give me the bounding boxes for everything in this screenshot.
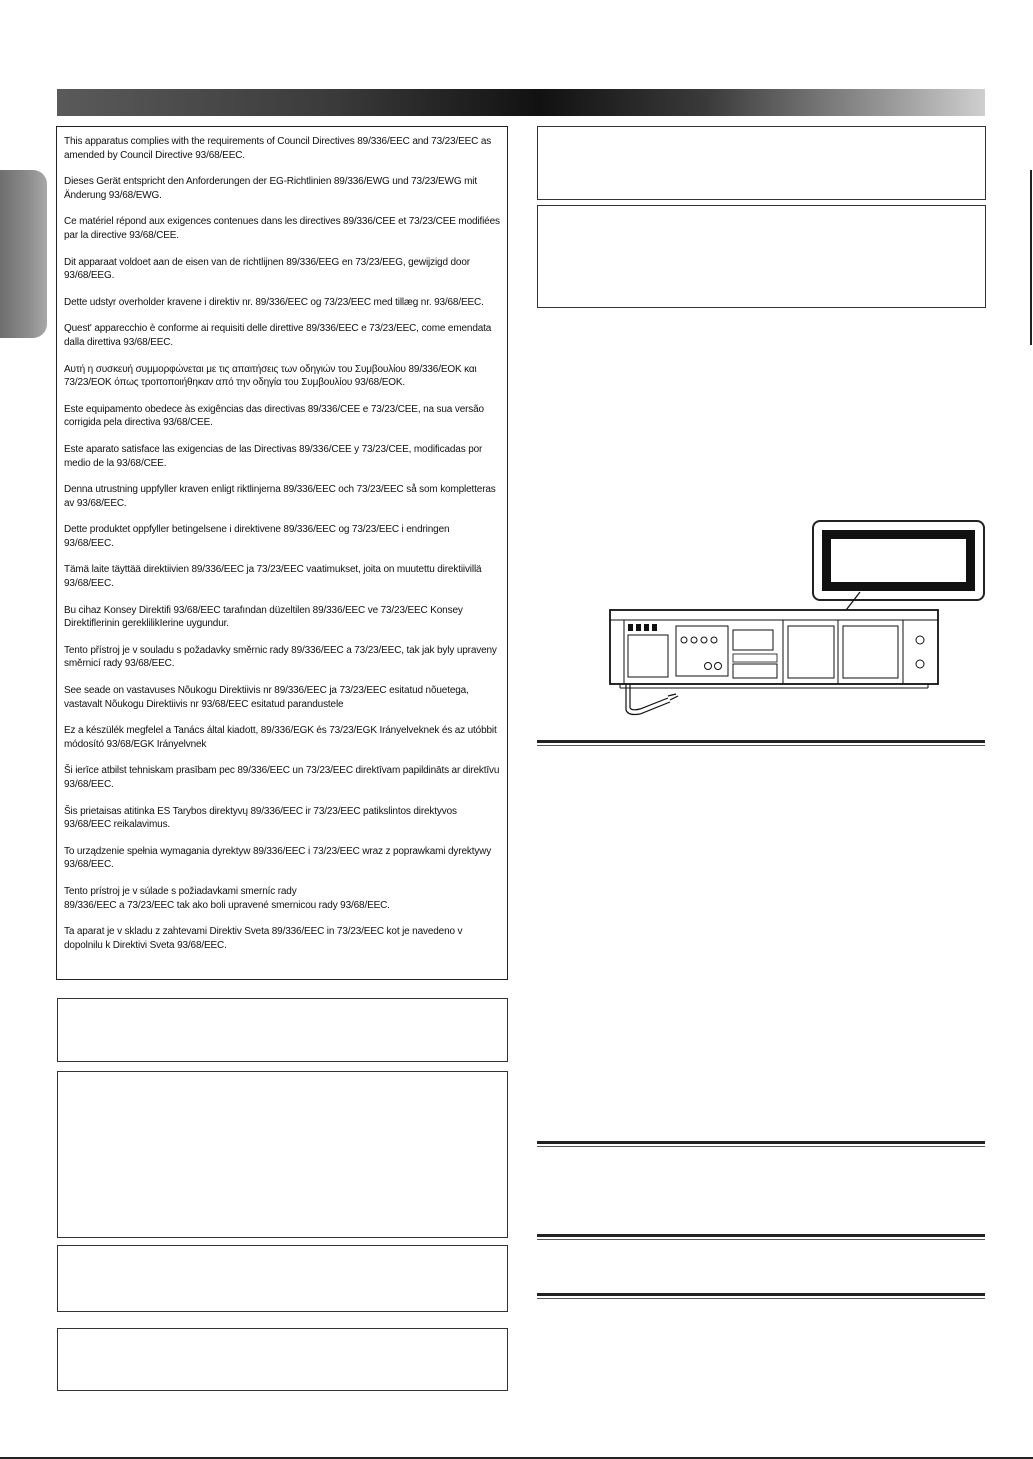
directive-sv: Denna utrustning uppfyller kraven enligt riktlinjerna 89/336/EEC och 73/23/EEC så som kompletteras av 93/68/EEC. [64,484,496,509]
directive-da: Dette udstyr overholder kravene i direktiv nr. 89/336/EEC og 73/23/EEC med tillæg nr. 93/68/EEC. [64,296,484,308]
section-rule-2 [537,1141,985,1147]
directive-cs: Tento přístroj je v souladu s požadavky směrnic rady 89/336/EEC a 73/23/EEC, tak jak byly upraveny směrnicí rady 93/68/EEC. [64,644,497,670]
directive-sk: Tento prístroj je v súlade s požiadavkami smerníc rady 89/336/EEC a 73/23/EEC tak ako boli upravené smernicou rady 93/68/EEC. [64,885,390,911]
header-bar [57,89,985,116]
directive-et: See seade on vastavuses Nõukogu Direktiivis nr 89/336/EEC ja 73/23/EEC esitatud nõuetega, vastavalt Nõukogu Direktiivis nr 93/68/EEC esitatud parandustele [64,685,469,710]
laser-label-inner [822,530,975,591]
notice-box-4 [57,1328,508,1391]
warning-box-1 [537,126,986,200]
directive-fr: Ce matériel répond aux exigences contenues dans les directives 89/336/CEE et 73/23/CEE modifiées par la directive 93/68/CEE. [64,216,500,241]
vcr-rear-illustration [598,590,948,720]
directive-pl: To urządzenie spełnia wymagania dyrektyw 89/336/EEC i 73/23/EEC wraz z poprawkami dyrektywy 93/68/EEC. [64,845,492,871]
notice-box-1 [57,998,508,1062]
directive-hu: Ez a készülék megfelel a Tanács által kiadott, 89/336/EGK és 73/23/EGK Irányelveknek és az utóbbit módosító 93/68/EGK Irányelvnek [64,725,497,750]
notice-box-2 [57,1071,508,1238]
directive-es: Este aparato satisface las exigencias de las Directivas 89/336/CEE y 73/23/CEE, modificadas por medio de la 93/68/CEE. [64,443,483,469]
directive-tr: Bu cihaz Konsey Direktifi 93/68/EEC tarafından düzeltilen 89/336/EEC ve 73/23/EEC Konsey Direktiflerinin gereklilikIerine uygundur. [64,604,463,630]
directive-no: Dette produktet oppfyller betingelsene i direktivene 89/336/EEC og 73/23/EEC i endringen 93/68/EEC. [64,524,450,549]
directive-sl: Ta aparat je v skladu z zahtevami Direktiv Sveta 89/336/EEC in 73/23/EEC kot je navedeno v dopolnilu k Direktivi Sveta 93/68/EEC. [64,926,463,951]
directive-lt: Šis prietaisas atitinka ES Tarybos direktyvų 89/336/EEC ir 73/23/EEC patikslintos direktyvos 93/68/EEC reikalavimus. [64,805,457,831]
right-edge-rule [1030,170,1032,345]
laser-label-frame [812,520,985,601]
directive-nl: Dit apparaat voldoet aan de eisen van de richtlijnen 89/336/EEG en 73/23/EEG, gewijzigd door 93/68/EEG. [64,256,470,282]
section-rule-3 [537,1234,985,1240]
section-rule-4 [537,1293,985,1299]
directive-lv: Ši ierīce atbilst tehniskam prasībam pec 89/336/EEC un 73/23/EEC direktīvam papildināts ar direktīvu 93/68/EEC. [64,765,500,790]
directive-de: Dieses Gerät entspricht den Anforderungen der EG-Richtlinien 89/336/EWG und 73/23/EWG mit Änderung 93/68/EWG. [64,176,477,201]
section-rule-1 [537,740,985,746]
directive-en: This apparatus complies with the requirements of Council Directives 89/336/EEC and 73/23/EEC as amended by Council Directive 93/68/EEC. [64,136,492,161]
notice-box-3 [57,1245,508,1312]
directive-it: Quest' apparecchio è conforme ai requisiti delle direttive 89/336/EEC e 73/23/EEC, come emendata dalla direttiva 93/68/EEC. [64,323,492,348]
directive-fi: Tämä laite täyttää direktiivien 89/336/EEC ja 73/23/EEC vaatimukset, joita on muutettu direktiivillä 93/68/EEC. [64,564,482,590]
side-tab [0,170,47,338]
directives-box [56,126,508,980]
warning-box-2 [537,205,986,308]
directive-pt: Este equipamento obedece às exigências das directivas 89/336/CEE e 73/23/CEE, na sua versão corrigida pela directiva 93/68/CEE. [64,403,484,429]
directive-el: Αυτή η συσκευή συμμορφώνεται με τις απαιτήσεις των οδηγιών του Συμβουλίου 89/336/ΕΟΚ και 73/23/ΕΟΚ όπως τροποποιήθηκαν από την οδηγία του Συμβουλίου 93/68/ΕΟΚ. [64,363,477,389]
